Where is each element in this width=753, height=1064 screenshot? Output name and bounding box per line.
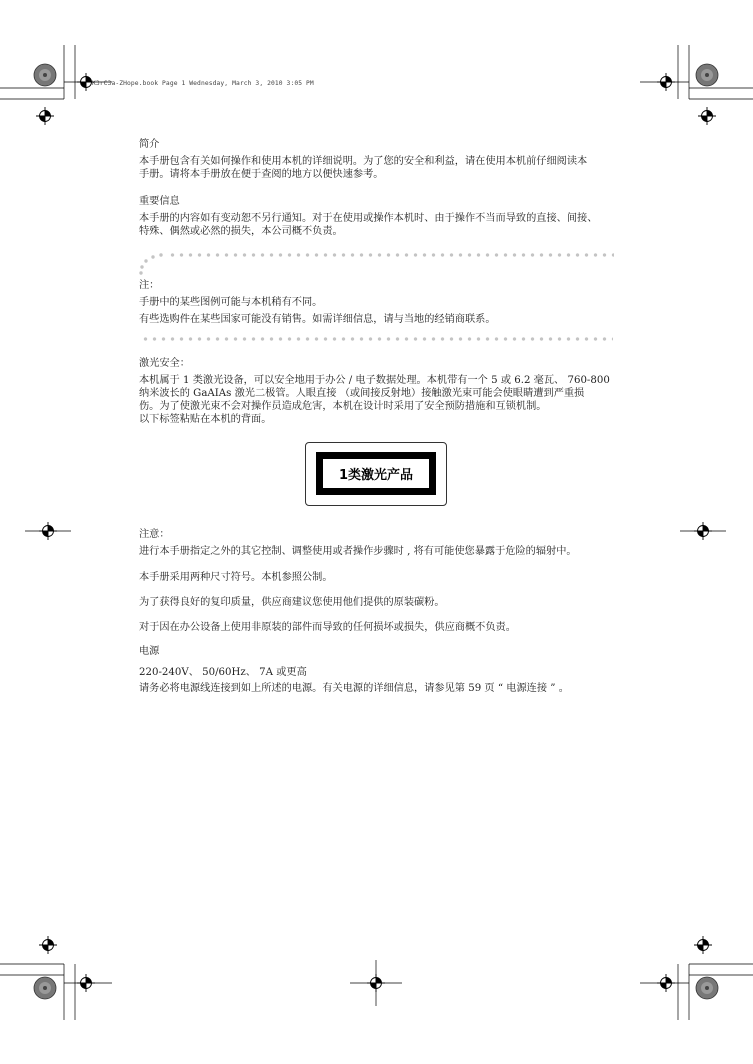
laser-heading: 激光安全： bbox=[139, 358, 190, 369]
note-heading: 注： bbox=[139, 280, 160, 291]
laser-class-label bbox=[305, 442, 447, 506]
important-heading: 重要信息 bbox=[139, 196, 180, 207]
paragraph: 对于因在办公设备上使用非原装的部件而导致的任何损坏或损失，供应商概不负责。 bbox=[139, 622, 516, 633]
laser-line: 以下标签粘贴在本机的背面。 bbox=[139, 414, 272, 425]
laser-line: 伤。为了使激光束不会对操作员造成危害，本机在设计时采用了安全预防措施和互锁机制。 bbox=[139, 401, 547, 412]
paragraph: 为了获得良好的复印质量，供应商建议您使用他们提供的原装碳粉。 bbox=[139, 597, 445, 608]
note-line: 手册中的某些图例可能与本机稍有不同。 bbox=[139, 297, 323, 308]
laser-label-text: 1类激光产品 bbox=[323, 459, 429, 488]
intro-line: 手册。请将本手册放在便于查阅的地方以便快速参考。 bbox=[139, 169, 384, 180]
print-slug: K3rC3a-ZHope.book Page 1 Wednesday, March 3, 2010 3:05 PM bbox=[92, 80, 314, 87]
paragraph: 本手册采用两种尺寸符号。本机参照公制。 bbox=[139, 572, 333, 583]
note-divider-bottom bbox=[141, 336, 613, 342]
laser-line: 纳米波长的 GaAIAs 激光二极管。人眼直接 （或间接反射地）接触激光束可能会使眼睛遭到严重损 bbox=[139, 388, 585, 399]
intro-heading: 简介 bbox=[139, 139, 160, 150]
important-line: 特殊、偶然或必然的损失，本公司概不负责。 bbox=[139, 226, 343, 237]
caution-heading: 注意： bbox=[139, 529, 170, 540]
power-heading: 电源 bbox=[139, 646, 160, 657]
intro-line: 本手册包含有关如何操作和使用本机的详细说明。为了您的安全和利益，请在使用本机前仔细阅读本 bbox=[139, 156, 588, 167]
important-line: 本手册的内容如有变动恕不另行通知。对于在使用或操作本机时、由于操作不当而导致的直接、间接、 bbox=[139, 213, 598, 224]
note-divider-top bbox=[168, 252, 614, 258]
caution-line: 进行本手册指定之外的其它控制、调整使用或者操作步骤时 , 将有可能使您暴露于危险的辐射中。 bbox=[139, 546, 577, 557]
note-line: 有些选购件在某些国家可能没有销售。如需详细信息，请与当地的经销商联系。 bbox=[139, 314, 496, 325]
power-spec: 220-240V、 50/60Hz、 7A 或更高 bbox=[139, 667, 307, 678]
laser-line: 本机属于 1 类激光设备，可以安全地用于办公 / 电子数据处理。本机带有一个 5 或 6.2 毫瓦、 760-800 bbox=[139, 375, 610, 386]
laser-label-border bbox=[316, 452, 436, 495]
power-line: 请务必将电源线连接到如上所述的电源。有关电源的详细信息，请参见第 59 页 “ 电源连接 ” 。 bbox=[139, 683, 569, 694]
